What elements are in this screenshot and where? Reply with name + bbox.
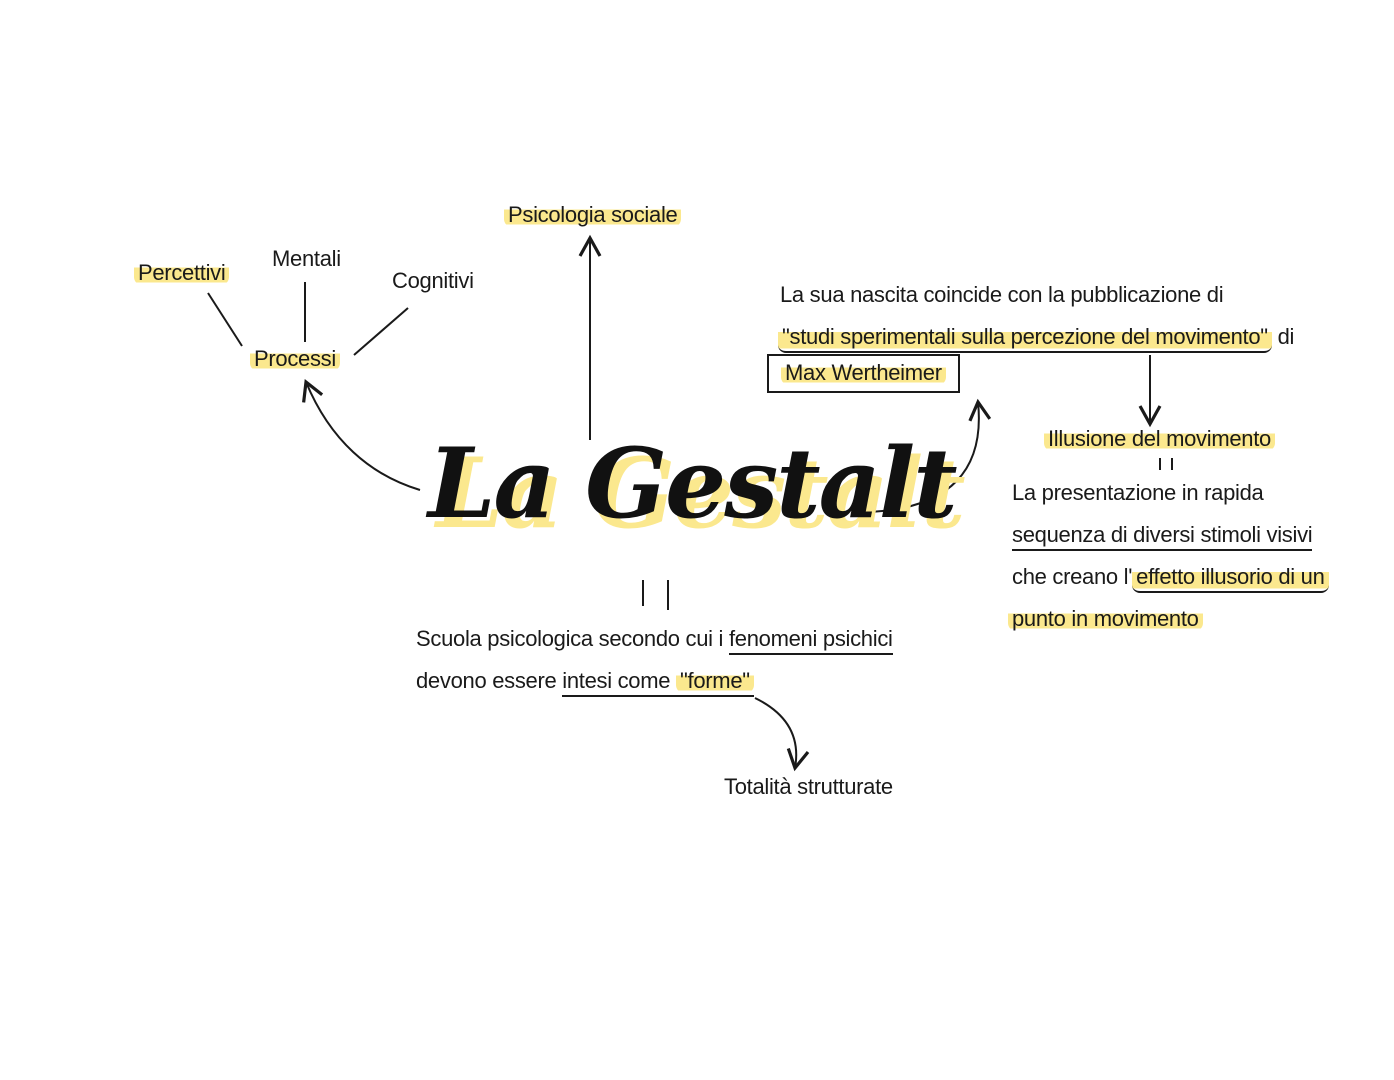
definizione-line-2a: devono essere bbox=[416, 668, 563, 693]
definizione-forme: "forme" bbox=[676, 668, 754, 693]
arrow-to-totalita bbox=[755, 698, 796, 768]
line-processi-cognitivi bbox=[354, 308, 408, 355]
illusione-line-3 bbox=[1012, 566, 1329, 588]
psicologia-sociale-label: Psicologia sociale bbox=[504, 202, 681, 227]
arrow-to-processi bbox=[306, 382, 420, 490]
processi-label: Processi bbox=[250, 346, 340, 371]
node-percettivi bbox=[134, 262, 229, 284]
line-processi-percettivi bbox=[208, 293, 242, 346]
node-totalita: Totalità strutturate bbox=[724, 774, 893, 799]
main-title: La Gestalt bbox=[428, 427, 956, 540]
percettivi-label: Percettivi bbox=[134, 260, 229, 285]
illusione-line-2-text: sequenza di diversi stimoli visivi bbox=[1012, 522, 1312, 551]
nascita-quote: "studi sperimentali sulla percezione del movimento" bbox=[778, 324, 1272, 353]
illusione-line-3a: che creano l' bbox=[1012, 564, 1133, 589]
author-name: Max Wertheimer bbox=[781, 360, 946, 385]
node-processi bbox=[250, 348, 340, 370]
node-cognitivi: Cognitivi bbox=[392, 268, 474, 293]
illusione-title: Illusione del movimento bbox=[1044, 426, 1275, 451]
illusione-line-3b: effetto illusorio di un bbox=[1132, 564, 1328, 593]
node-mentali: Mentali bbox=[272, 246, 341, 271]
node-psicologia-sociale bbox=[504, 204, 681, 226]
definizione-line-1a: Scuola psicologica secondo cui i bbox=[416, 626, 729, 651]
nascita-line-2 bbox=[778, 326, 1294, 348]
illusione-line-1: La presentazione in rapida bbox=[1012, 480, 1264, 505]
illusione-line-4 bbox=[1008, 608, 1203, 630]
author-box bbox=[767, 354, 960, 393]
definizione-line-2 bbox=[416, 670, 754, 692]
definizione-line-2b: intesi come bbox=[562, 668, 677, 693]
illusione-line-4-text: punto in movimento bbox=[1008, 606, 1203, 631]
nascita-author bbox=[767, 362, 960, 384]
nascita-line-2-tail: di bbox=[1271, 324, 1295, 349]
definizione-line-1 bbox=[416, 628, 893, 650]
illusione-line-2 bbox=[1012, 524, 1312, 546]
node-illusione bbox=[1044, 428, 1275, 450]
definizione-line-2-underlined bbox=[562, 668, 754, 697]
definizione-line-1b: fenomeni psichici bbox=[729, 626, 893, 655]
nascita-line-1: La sua nascita coincide con la pubblicazione di bbox=[780, 282, 1224, 307]
